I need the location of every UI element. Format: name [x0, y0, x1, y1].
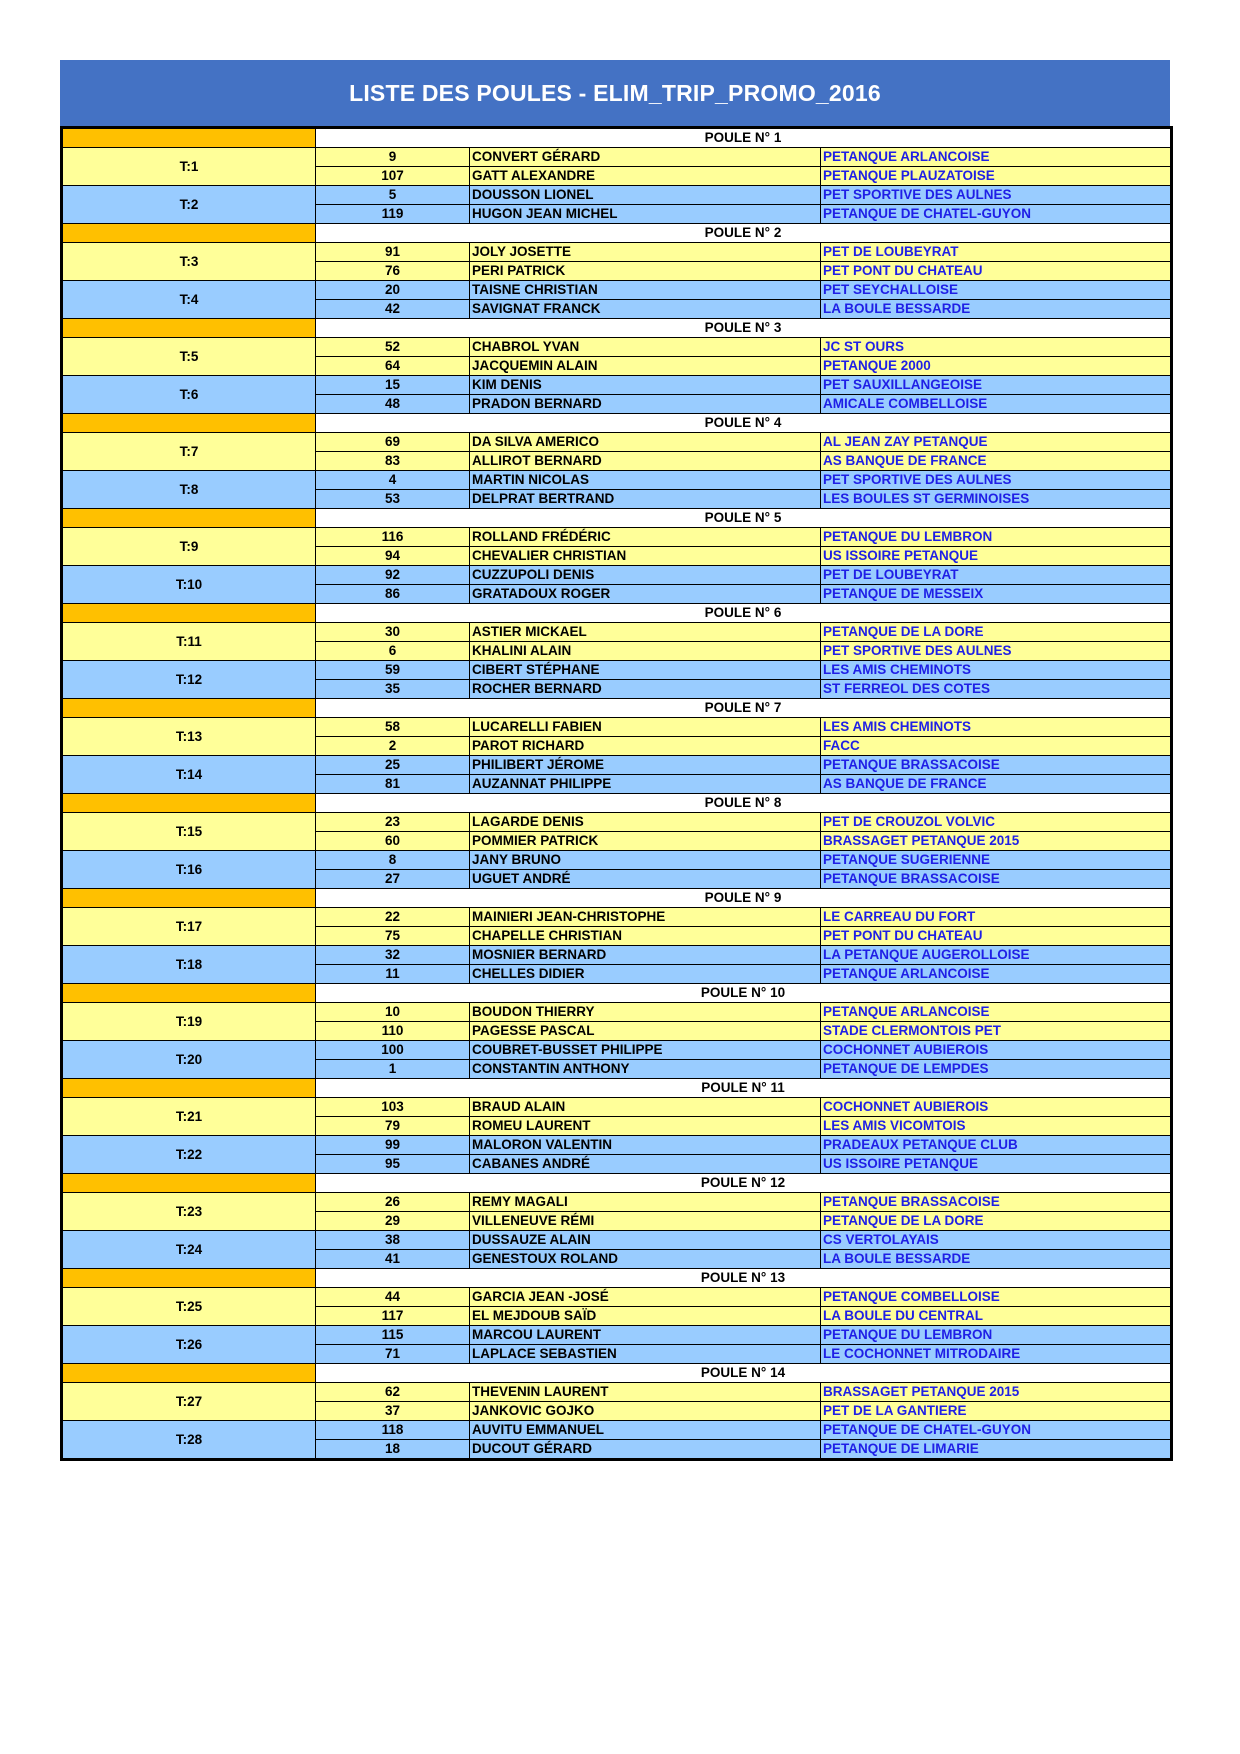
player-name: ROMEU LAURENT	[470, 1117, 821, 1136]
player-club: STADE CLERMONTOIS PET	[821, 1022, 1172, 1041]
player-number: 38	[316, 1231, 470, 1250]
poule-header-row	[62, 794, 1172, 813]
poule-header-row	[62, 699, 1172, 718]
table-row	[62, 186, 1172, 205]
player-number: 119	[316, 205, 470, 224]
player-club: BRASSAGET PETANQUE 2015	[821, 1383, 1172, 1402]
player-club: PET SPORTIVE DES AULNES	[821, 642, 1172, 661]
poule-title: POULE N° 14	[316, 1364, 1172, 1383]
team-label: T:6	[62, 376, 316, 414]
player-name: PAROT RICHARD	[470, 737, 821, 756]
player-name: COUBRET-BUSSET PHILIPPE	[470, 1041, 821, 1060]
poule-header-row	[62, 128, 1172, 148]
player-number: 27	[316, 870, 470, 889]
poule-header-spacer	[62, 1174, 316, 1193]
team-label: T:17	[62, 908, 316, 946]
player-number: 6	[316, 642, 470, 661]
poule-header-row	[62, 984, 1172, 1003]
player-club: ST FERREOL DES COTES	[821, 680, 1172, 699]
player-name: CHEVALIER CHRISTIAN	[470, 547, 821, 566]
player-club: US ISSOIRE PETANQUE	[821, 1155, 1172, 1174]
table-row	[62, 1136, 1172, 1155]
player-club: JC ST OURS	[821, 338, 1172, 357]
player-number: 62	[316, 1383, 470, 1402]
table-row	[62, 851, 1172, 870]
player-number: 15	[316, 376, 470, 395]
poule-title: POULE N° 12	[316, 1174, 1172, 1193]
poule-header-row	[62, 509, 1172, 528]
player-club: PETANQUE COMBELLOISE	[821, 1288, 1172, 1307]
poule-header-spacer	[62, 1269, 316, 1288]
player-name: MAINIERI JEAN-CHRISTOPHE	[470, 908, 821, 927]
player-name: CONSTANTIN ANTHONY	[470, 1060, 821, 1079]
player-name: DUCOUT GÉRARD	[470, 1440, 821, 1460]
table-row	[62, 528, 1172, 547]
player-number: 20	[316, 281, 470, 300]
player-name: MARTIN NICOLAS	[470, 471, 821, 490]
player-club: PET PONT DU CHATEAU	[821, 927, 1172, 946]
player-club: LA BOULE BESSARDE	[821, 300, 1172, 319]
team-label: T:28	[62, 1421, 316, 1460]
table-row	[62, 566, 1172, 585]
table-row	[62, 1231, 1172, 1250]
player-name: DOUSSON LIONEL	[470, 186, 821, 205]
table-row	[62, 1041, 1172, 1060]
player-name: DELPRAT BERTRAND	[470, 490, 821, 509]
table-row	[62, 1098, 1172, 1117]
player-number: 83	[316, 452, 470, 471]
player-name: GRATADOUX ROGER	[470, 585, 821, 604]
player-club: PETANQUE DE MESSEIX	[821, 585, 1172, 604]
player-name: LUCARELLI FABIEN	[470, 718, 821, 737]
player-number: 1	[316, 1060, 470, 1079]
player-name: GATT ALEXANDRE	[470, 167, 821, 186]
player-club: PETANQUE BRASSACOISE	[821, 1193, 1172, 1212]
player-name: ALLIROT BERNARD	[470, 452, 821, 471]
player-club: AS BANQUE DE FRANCE	[821, 452, 1172, 471]
poule-title: POULE N° 7	[316, 699, 1172, 718]
table-row	[62, 433, 1172, 452]
player-name: CHELLES DIDIER	[470, 965, 821, 984]
player-club: LES AMIS CHEMINOTS	[821, 661, 1172, 680]
player-name: GARCIA JEAN -JOSÉ	[470, 1288, 821, 1307]
team-label: T:16	[62, 851, 316, 889]
player-name: BOUDON THIERRY	[470, 1003, 821, 1022]
player-number: 4	[316, 471, 470, 490]
player-number: 100	[316, 1041, 470, 1060]
player-club: PET DE CROUZOL VOLVIC	[821, 813, 1172, 832]
poule-title: POULE N° 9	[316, 889, 1172, 908]
poule-header-spacer	[62, 1364, 316, 1383]
player-name: POMMIER PATRICK	[470, 832, 821, 851]
player-name: PRADON BERNARD	[470, 395, 821, 414]
table-row	[62, 756, 1172, 775]
team-label: T:25	[62, 1288, 316, 1326]
player-number: 10	[316, 1003, 470, 1022]
team-label: T:19	[62, 1003, 316, 1041]
player-number: 52	[316, 338, 470, 357]
team-label: T:3	[62, 243, 316, 281]
player-number: 30	[316, 623, 470, 642]
player-name: CUZZUPOLI DENIS	[470, 566, 821, 585]
poule-header-row	[62, 889, 1172, 908]
poule-title: POULE N° 5	[316, 509, 1172, 528]
team-label: T:5	[62, 338, 316, 376]
player-club: PET DE LOUBEYRAT	[821, 566, 1172, 585]
player-club: CS VERTOLAYAIS	[821, 1231, 1172, 1250]
player-name: JOLY JOSETTE	[470, 243, 821, 262]
player-club: PETANQUE ARLANCOISE	[821, 148, 1172, 167]
player-club: PET SEYCHALLOISE	[821, 281, 1172, 300]
player-number: 5	[316, 186, 470, 205]
table-row	[62, 908, 1172, 927]
team-label: T:11	[62, 623, 316, 661]
team-label: T:9	[62, 528, 316, 566]
player-name: CABANES ANDRÉ	[470, 1155, 821, 1174]
player-number: 79	[316, 1117, 470, 1136]
player-name: MALORON VALENTIN	[470, 1136, 821, 1155]
player-number: 107	[316, 167, 470, 186]
player-number: 99	[316, 1136, 470, 1155]
player-club: PETANQUE BRASSACOISE	[821, 870, 1172, 889]
page-title: LISTE DES POULES - ELIM_TRIP_PROMO_2016	[60, 60, 1170, 126]
player-club: LE CARREAU DU FORT	[821, 908, 1172, 927]
player-name: PHILIBERT JÉROME	[470, 756, 821, 775]
poule-title: POULE N° 6	[316, 604, 1172, 623]
player-number: 37	[316, 1402, 470, 1421]
player-number: 22	[316, 908, 470, 927]
poules-table-body	[62, 128, 1172, 1460]
player-club: PET SPORTIVE DES AULNES	[821, 186, 1172, 205]
player-number: 91	[316, 243, 470, 262]
player-number: 58	[316, 718, 470, 737]
team-label: T:2	[62, 186, 316, 224]
player-name: CONVERT GÉRARD	[470, 148, 821, 167]
table-row	[62, 148, 1172, 167]
table-row	[62, 338, 1172, 357]
poule-header-spacer	[62, 794, 316, 813]
player-name: JACQUEMIN ALAIN	[470, 357, 821, 376]
player-name: ROCHER BERNARD	[470, 680, 821, 699]
player-name: TAISNE CHRISTIAN	[470, 281, 821, 300]
team-label: T:13	[62, 718, 316, 756]
player-club: PET SAUXILLANGEOISE	[821, 376, 1172, 395]
player-name: UGUET ANDRÉ	[470, 870, 821, 889]
poule-header-row	[62, 1079, 1172, 1098]
player-number: 95	[316, 1155, 470, 1174]
team-label: T:7	[62, 433, 316, 471]
poule-title: POULE N° 2	[316, 224, 1172, 243]
player-club: PET DE LA GANTIERE	[821, 1402, 1172, 1421]
player-club: LA BOULE BESSARDE	[821, 1250, 1172, 1269]
table-row	[62, 243, 1172, 262]
player-name: AUVITU EMMANUEL	[470, 1421, 821, 1440]
player-club: LA PETANQUE AUGEROLLOISE	[821, 946, 1172, 965]
player-number: 18	[316, 1440, 470, 1460]
player-club: LES AMIS VICOMTOIS	[821, 1117, 1172, 1136]
table-row	[62, 1421, 1172, 1440]
table-row	[62, 718, 1172, 737]
player-number: 44	[316, 1288, 470, 1307]
team-label: T:1	[62, 148, 316, 186]
player-name: VILLENEUVE RÉMI	[470, 1212, 821, 1231]
player-number: 9	[316, 148, 470, 167]
poule-header-row	[62, 604, 1172, 623]
player-club: AS BANQUE DE FRANCE	[821, 775, 1172, 794]
table-row	[62, 1288, 1172, 1307]
player-number: 53	[316, 490, 470, 509]
player-name: CHAPELLE CHRISTIAN	[470, 927, 821, 946]
player-name: KIM DENIS	[470, 376, 821, 395]
player-name: ASTIER MICKAEL	[470, 623, 821, 642]
player-name: LAGARDE DENIS	[470, 813, 821, 832]
player-number: 35	[316, 680, 470, 699]
player-club: PET SPORTIVE DES AULNES	[821, 471, 1172, 490]
player-number: 23	[316, 813, 470, 832]
team-label: T:12	[62, 661, 316, 699]
player-club: PETANQUE DE LA DORE	[821, 623, 1172, 642]
poule-header-row	[62, 1364, 1172, 1383]
team-label: T:15	[62, 813, 316, 851]
table-row	[62, 471, 1172, 490]
player-club: COCHONNET AUBIEROIS	[821, 1098, 1172, 1117]
player-club: PETANQUE PLAUZATOISE	[821, 167, 1172, 186]
poule-title: POULE N° 1	[316, 128, 1172, 148]
player-club: PETANQUE DE LA DORE	[821, 1212, 1172, 1231]
player-name: JANKOVIC GOJKO	[470, 1402, 821, 1421]
player-club: PETANQUE DE CHATEL-GUYON	[821, 205, 1172, 224]
player-name: MOSNIER BERNARD	[470, 946, 821, 965]
player-club: PETANQUE DE LEMPDES	[821, 1060, 1172, 1079]
poule-title: POULE N° 3	[316, 319, 1172, 338]
player-club: PETANQUE DE LIMARIE	[821, 1440, 1172, 1460]
table-row	[62, 946, 1172, 965]
player-club: PETANQUE DU LEMBRON	[821, 1326, 1172, 1345]
player-club: PET DE LOUBEYRAT	[821, 243, 1172, 262]
player-club: FACC	[821, 737, 1172, 756]
poules-sheet	[60, 60, 1170, 1461]
player-name: CIBERT STÉPHANE	[470, 661, 821, 680]
poule-header-row	[62, 319, 1172, 338]
player-number: 8	[316, 851, 470, 870]
player-club: PETANQUE DE CHATEL-GUYON	[821, 1421, 1172, 1440]
player-club: PETANQUE BRASSACOISE	[821, 756, 1172, 775]
player-club: LES BOULES ST GERMINOISES	[821, 490, 1172, 509]
player-name: THEVENIN LAURENT	[470, 1383, 821, 1402]
poule-title: POULE N° 11	[316, 1079, 1172, 1098]
player-number: 110	[316, 1022, 470, 1041]
team-label: T:18	[62, 946, 316, 984]
poule-header-spacer	[62, 224, 316, 243]
player-club: BRASSAGET PETANQUE 2015	[821, 832, 1172, 851]
player-club: US ISSOIRE PETANQUE	[821, 547, 1172, 566]
player-club: LE COCHONNET MITRODAIRE	[821, 1345, 1172, 1364]
team-label: T:26	[62, 1326, 316, 1364]
poule-header-spacer	[62, 1079, 316, 1098]
player-club: AL JEAN ZAY PETANQUE	[821, 433, 1172, 452]
poule-header-row	[62, 224, 1172, 243]
player-name: HUGON JEAN MICHEL	[470, 205, 821, 224]
player-name: GENESTOUX ROLAND	[470, 1250, 821, 1269]
player-number: 42	[316, 300, 470, 319]
table-row	[62, 1003, 1172, 1022]
player-number: 117	[316, 1307, 470, 1326]
poule-header-spacer	[62, 509, 316, 528]
team-label: T:21	[62, 1098, 316, 1136]
player-name: EL MEJDOUB SAÏD	[470, 1307, 821, 1326]
player-number: 2	[316, 737, 470, 756]
poule-header-spacer	[62, 889, 316, 908]
player-number: 60	[316, 832, 470, 851]
player-number: 25	[316, 756, 470, 775]
poule-header-row	[62, 1269, 1172, 1288]
table-row	[62, 281, 1172, 300]
table-row	[62, 1193, 1172, 1212]
team-label: T:23	[62, 1193, 316, 1231]
player-name: ROLLAND FRÉDÉRIC	[470, 528, 821, 547]
poule-header-spacer	[62, 604, 316, 623]
team-label: T:20	[62, 1041, 316, 1079]
player-number: 76	[316, 262, 470, 281]
player-number: 48	[316, 395, 470, 414]
player-name: LAPLACE SEBASTIEN	[470, 1345, 821, 1364]
poule-title: POULE N° 8	[316, 794, 1172, 813]
team-label: T:4	[62, 281, 316, 319]
poule-header-row	[62, 1174, 1172, 1193]
player-number: 71	[316, 1345, 470, 1364]
player-club: COCHONNET AUBIEROIS	[821, 1041, 1172, 1060]
team-label: T:24	[62, 1231, 316, 1269]
player-club: PETANQUE ARLANCOISE	[821, 1003, 1172, 1022]
player-number: 41	[316, 1250, 470, 1269]
player-name: CHABROL YVAN	[470, 338, 821, 357]
table-row	[62, 813, 1172, 832]
player-club: PETANQUE SUGERIENNE	[821, 851, 1172, 870]
player-name: AUZANNAT PHILIPPE	[470, 775, 821, 794]
poule-header-spacer	[62, 128, 316, 148]
poule-title: POULE N° 4	[316, 414, 1172, 433]
player-club: LA BOULE DU CENTRAL	[821, 1307, 1172, 1326]
poule-header-spacer	[62, 699, 316, 718]
player-name: PERI PATRICK	[470, 262, 821, 281]
player-club: PRADEAUX PETANQUE CLUB	[821, 1136, 1172, 1155]
team-label: T:14	[62, 756, 316, 794]
player-number: 92	[316, 566, 470, 585]
player-number: 26	[316, 1193, 470, 1212]
player-number: 115	[316, 1326, 470, 1345]
player-number: 11	[316, 965, 470, 984]
player-club: LES AMIS CHEMINOTS	[821, 718, 1172, 737]
player-number: 116	[316, 528, 470, 547]
player-name: KHALINI ALAIN	[470, 642, 821, 661]
player-name: SAVIGNAT FRANCK	[470, 300, 821, 319]
team-label: T:27	[62, 1383, 316, 1421]
player-name: BRAUD ALAIN	[470, 1098, 821, 1117]
player-name: PAGESSE PASCAL	[470, 1022, 821, 1041]
player-number: 32	[316, 946, 470, 965]
player-number: 64	[316, 357, 470, 376]
player-number: 118	[316, 1421, 470, 1440]
player-number: 86	[316, 585, 470, 604]
player-number: 81	[316, 775, 470, 794]
player-club: PETANQUE ARLANCOISE	[821, 965, 1172, 984]
team-label: T:22	[62, 1136, 316, 1174]
table-row	[62, 623, 1172, 642]
poule-header-row	[62, 414, 1172, 433]
player-club: PETANQUE 2000	[821, 357, 1172, 376]
player-number: 69	[316, 433, 470, 452]
poule-header-spacer	[62, 984, 316, 1003]
player-name: JANY BRUNO	[470, 851, 821, 870]
team-label: T:10	[62, 566, 316, 604]
poules-table	[60, 126, 1173, 1461]
team-label: T:8	[62, 471, 316, 509]
poule-header-spacer	[62, 319, 316, 338]
player-club: PET PONT DU CHATEAU	[821, 262, 1172, 281]
player-number: 75	[316, 927, 470, 946]
player-number: 59	[316, 661, 470, 680]
table-row	[62, 376, 1172, 395]
player-number: 94	[316, 547, 470, 566]
player-name: DUSSAUZE ALAIN	[470, 1231, 821, 1250]
player-number: 103	[316, 1098, 470, 1117]
poule-title: POULE N° 10	[316, 984, 1172, 1003]
table-row	[62, 661, 1172, 680]
table-row	[62, 1383, 1172, 1402]
player-number: 29	[316, 1212, 470, 1231]
player-club: AMICALE COMBELLOISE	[821, 395, 1172, 414]
poule-title: POULE N° 13	[316, 1269, 1172, 1288]
player-name: MARCOU LAURENT	[470, 1326, 821, 1345]
player-name: REMY MAGALI	[470, 1193, 821, 1212]
player-club: PETANQUE DU LEMBRON	[821, 528, 1172, 547]
table-row	[62, 1326, 1172, 1345]
poule-header-spacer	[62, 414, 316, 433]
player-name: DA SILVA AMERICO	[470, 433, 821, 452]
